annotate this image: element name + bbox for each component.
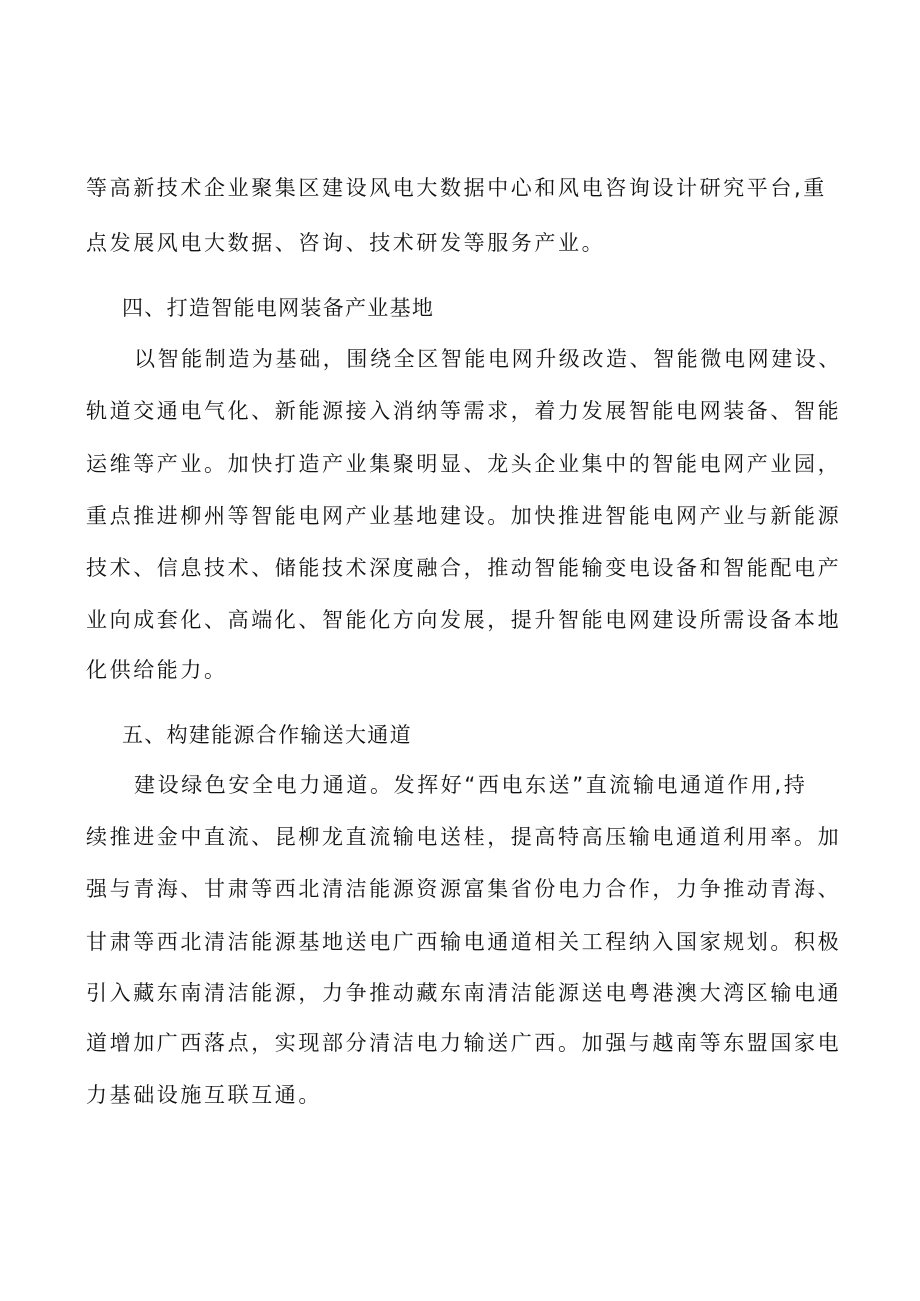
- paragraph-line: 引入藏东南清洁能源，力争推动藏东南清洁能源送电粤港澳大湾区输电通: [86, 981, 842, 1005]
- paragraph-line: 重点推进柳州等智能电网产业基地建设。加快推进智能电网产业与新能源: [86, 504, 842, 528]
- paragraph-line: 建设绿色安全电力通道。发挥好“西电东送”直流输电通道作用,持: [134, 773, 808, 797]
- section-heading-5: 五、构建能源合作输送大通道: [122, 723, 412, 747]
- paragraph-line: 道增加广西落点，实现部分清洁电力输送广西。加强与越南等东盟国家电: [86, 1031, 842, 1055]
- paragraph-line: 以智能制造为基础，围绕全区智能电网升级改造、智能微电网建设、: [134, 347, 842, 371]
- paragraph-line: 甘肃等西北清洁能源基地送电广西输电通道相关工程纳入国家规划。积极: [86, 930, 842, 954]
- paragraph-line: 等高新技术企业聚集区建设风电大数据中心和风电咨询设计研究平台,重: [86, 176, 827, 200]
- paragraph-line: 技术、信息技术、储能技术深度融合，推动智能输变电设备和智能配电产: [86, 556, 842, 580]
- paragraph-line: 点发展风电大数据、咨询、技术研发等服务产业。: [86, 231, 606, 255]
- paragraph-line: 轨道交通电气化、新能源接入消纳等需求，着力发展智能电网装备、智能: [86, 399, 842, 423]
- paragraph-line: 强与青海、甘肃等西北清洁能源资源富集省份电力合作，力争推动青海、: [86, 877, 842, 901]
- paragraph-line: 续推进金中直流、昆柳龙直流输电送桂，提高特高压输电通道利用率。加: [86, 825, 842, 849]
- paragraph-line: 业向成套化、高端化、智能化方向发展，提升智能电网建设所需设备本地: [86, 608, 842, 632]
- paragraph-line: 力基础设施互联互通。: [86, 1083, 322, 1107]
- section-heading-4: 四、打造智能电网装备产业基地: [122, 296, 435, 320]
- paragraph-line: 化供给能力。: [86, 658, 228, 682]
- paragraph-line: 运维等产业。加快打造产业集聚明显、龙头企业集中的智能电网产业园，: [86, 452, 842, 476]
